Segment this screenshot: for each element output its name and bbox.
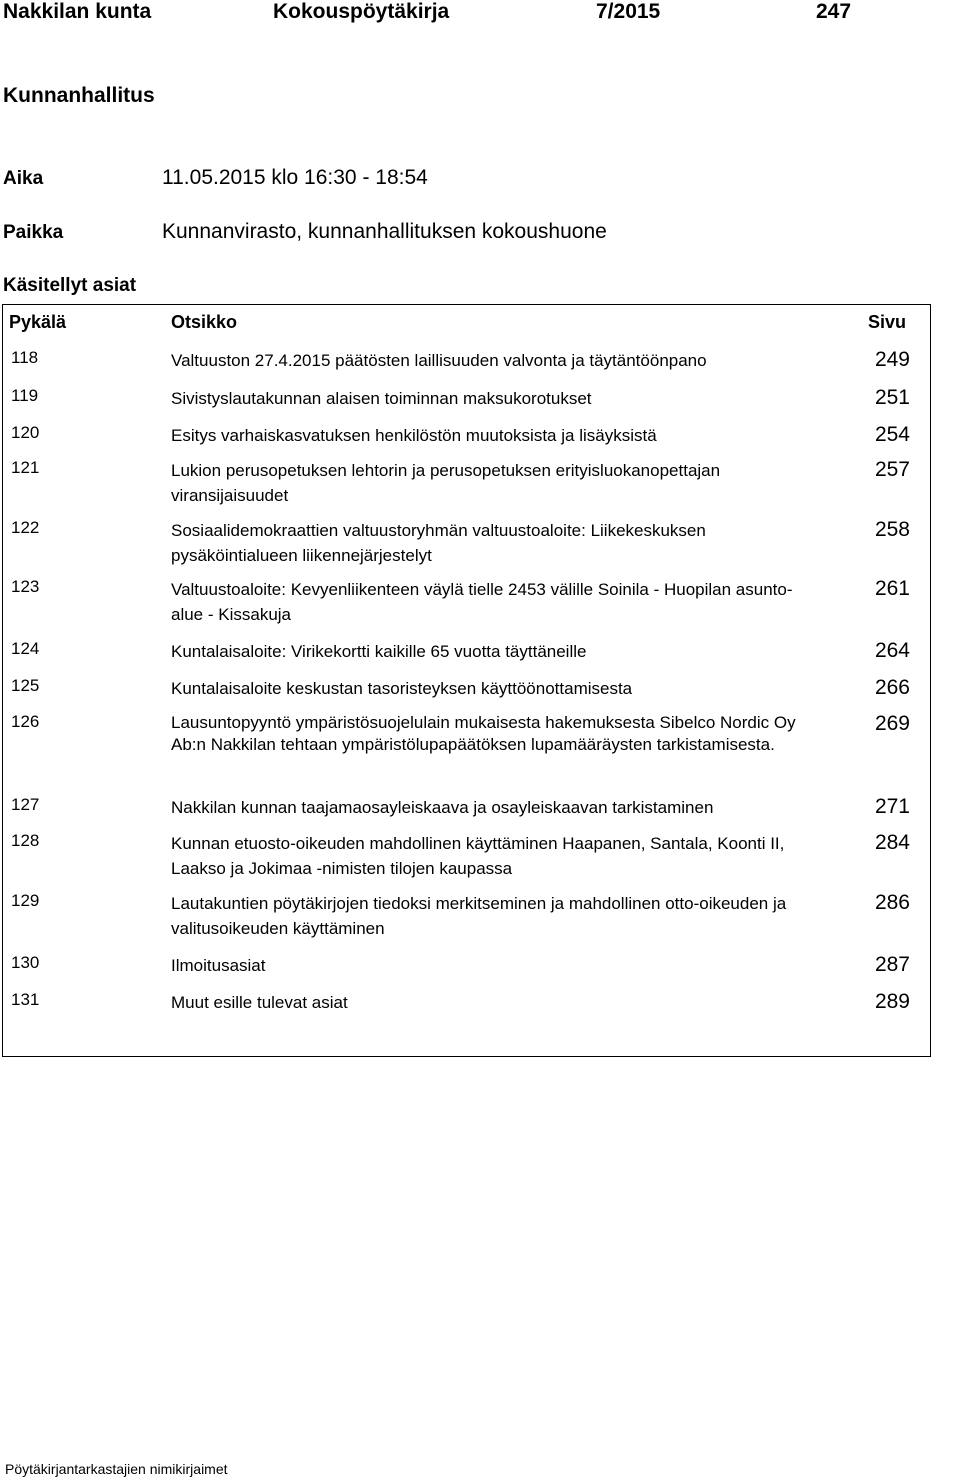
- page-number: 247: [816, 0, 852, 23]
- row-title: Lukion perusopetuksen lehtorin ja perusopetuksen erityisluokanopettajan viransijaisuudet: [171, 461, 721, 505]
- municipality-name: Nakkilan kunta: [3, 0, 152, 23]
- row-title: Muut esille tulevat asiat: [171, 993, 348, 1012]
- row-page: 287: [874, 953, 910, 976]
- column-header-section: Pykälä: [9, 312, 67, 332]
- row-page: 286: [874, 891, 910, 914]
- row-title: Sosiaalidemokraattien valtuustoryhmän valtuustoaloite: Liikekeskuksen pysäköintialueen liikennejärjestelyt: [171, 521, 706, 565]
- row-section-number: 125: [11, 676, 40, 695]
- row-page: 284: [874, 831, 910, 854]
- row-page: 264: [874, 639, 910, 662]
- row-page: 271: [874, 795, 910, 818]
- column-header-page: Sivu: [868, 312, 907, 332]
- column-header-title: Otsikko: [171, 312, 238, 332]
- row-title: Valtuustoaloite: Kevyenliikenteen väylä tielle 2453 välille Soinila - Huopilan asunto-alue - Kissakuja: [171, 580, 793, 624]
- row-page: 258: [874, 518, 910, 541]
- row-page: 251: [874, 386, 910, 409]
- time-label: Aika: [3, 168, 44, 189]
- row-title: Esitys varhaiskasvatuksen henkilöstön muutoksista ja lisäyksistä: [171, 426, 657, 445]
- row-title: Ilmoitusasiat: [171, 956, 266, 975]
- row-section-number: 127: [11, 795, 40, 814]
- document-type: Kokouspöytäkirja: [273, 0, 450, 23]
- row-section-number: 130: [11, 953, 40, 972]
- row-page: 266: [874, 676, 910, 699]
- row-title: Lausuntopyyntö ympäristösuojelulain mukaisesta hakemuksesta Sibelco Nordic Oy Ab:n Nakkilan tehtaan ympäristölupapäätöksen lupamääräysten tarkistamisesta.: [171, 713, 796, 754]
- section-title: Käsitellyt asiat: [3, 275, 137, 296]
- row-section-number: 121: [11, 458, 40, 477]
- row-section-number: 131: [11, 990, 40, 1009]
- row-section-number: 122: [11, 518, 40, 537]
- row-title: Kuntalaisaloite: Virikekortti kaikille 65 vuotta täyttäneille: [171, 642, 587, 661]
- row-section-number: 124: [11, 639, 40, 658]
- row-section-number: 123: [11, 577, 40, 596]
- row-section-number: 120: [11, 423, 40, 442]
- row-title: Sivistyslautakunnan alaisen toiminnan maksukorotukset: [171, 389, 592, 408]
- row-page: 269: [874, 712, 910, 735]
- row-section-number: 128: [11, 831, 40, 850]
- place-value: Kunnanvirasto, kunnanhallituksen kokoushuone: [162, 220, 607, 243]
- row-section-number: 118: [11, 348, 39, 367]
- row-page: 257: [874, 458, 910, 481]
- row-section-number: 119: [11, 386, 39, 405]
- row-title: Kuntalaisaloite keskustan tasoristeyksen käyttöönottamisesta: [171, 679, 633, 698]
- row-title: Nakkilan kunnan taajamaosayleiskaava ja osayleiskaavan tarkistaminen: [171, 798, 714, 817]
- row-page: 254: [874, 423, 910, 446]
- footer-initials-label: Pöytäkirjantarkastajien nimikirjaimet: [5, 1461, 228, 1477]
- row-page: 249: [874, 348, 910, 371]
- row-title: Lautakuntien pöytäkirjojen tiedoksi merkitseminen ja mahdollinen otto-oikeuden ja valitusoikeuden käyttäminen: [171, 894, 787, 938]
- row-title: Kunnan etuosto-oikeuden mahdollinen käyttäminen Haapanen, Santala, Koonti II, Laakso ja Jokimaa -nimisten tilojen kaupassa: [171, 834, 785, 878]
- time-value: 11.05.2015 klo 16:30 - 18:54: [162, 166, 428, 189]
- row-page: 289: [874, 990, 910, 1013]
- row-section-number: 126: [11, 712, 40, 731]
- document-number: 7/2015: [596, 0, 661, 23]
- row-page: 261: [874, 577, 910, 600]
- place-label: Paikka: [3, 222, 64, 243]
- row-title: Valtuuston 27.4.2015 päätösten laillisuuden valvonta ja täytäntöönpano: [171, 351, 707, 370]
- row-section-number: 129: [11, 891, 40, 910]
- body-name: Kunnanhallitus: [3, 84, 155, 107]
